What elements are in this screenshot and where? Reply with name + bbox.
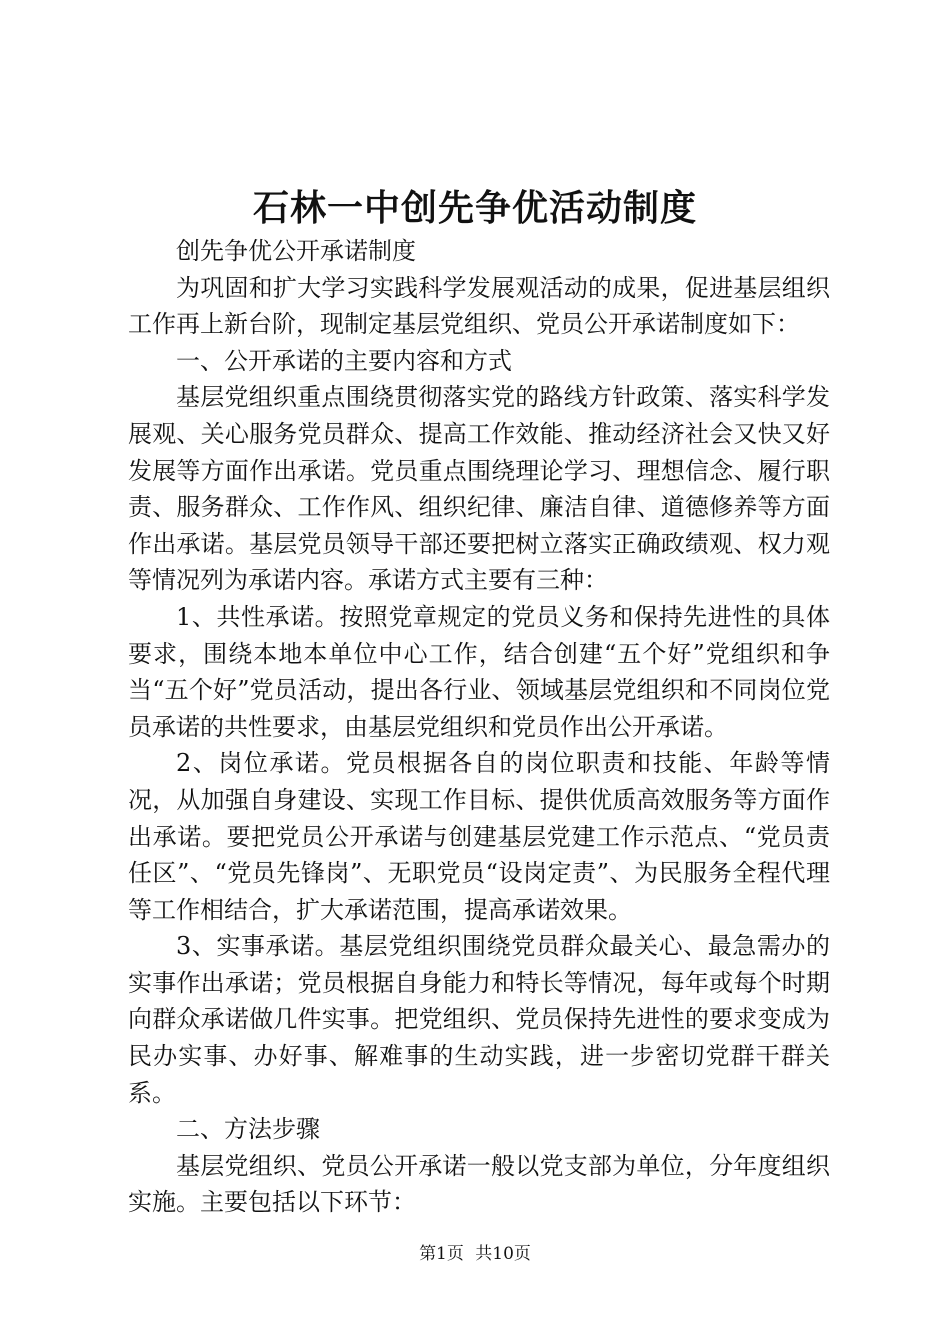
page-total: 共10页 xyxy=(475,1244,531,1264)
page-number: 第1页 xyxy=(419,1244,464,1264)
paragraph-intro: 为巩固和扩大学习实践科学发展观活动的成果，促进基层组织工作再上新台阶，现制定基层党组织、党员公开承诺制度如下： xyxy=(128,273,830,339)
section-heading-2: 二、方法步骤 xyxy=(176,1115,320,1144)
paragraph-common-promise: 1、共性承诺。按照党章规定的党员义务和保持先进性的具体要求，围绕本地本单位中心工作，结合创建“五个好”党组织和争当“五个好”党员活动，提出各行业、领域基层党组织和不同岗位党员承诺的共性要求，由基层党组织和党员作出公开承诺。 xyxy=(128,602,830,741)
document-title: 石林一中创先争优活动制度 xyxy=(252,187,697,229)
paragraph-practical-promise: 3、实事承诺。基层党组织围绕党员群众最关心、最急需办的实事作出承诺；党员根据自身能力和特长等情况，每年或每个时期向群众承诺做几件实事。把党组织、党员保持先进性的要求变成为民办实事、办好事、解难事的生动实践，进一步密切党群干群关系。 xyxy=(128,932,830,1107)
paragraph-content-scope: 基层党组织重点围绕贯彻落实党的路线方针政策、落实科学发展观、关心服务党员群众、提高工作效能、推动经济社会又快又好发展等方面作出承诺。党员重点围绕理论学习、理想信念、履行职责、服务群众、工作作风、组织纪律、廉洁自律、道德修养等方面作出承诺。基层党员领导干部还要把树立落实正确政绩观、权力观等情况列为承诺内容。承诺方式主要有三种： xyxy=(128,383,830,595)
section-heading-1: 一、公开承诺的主要内容和方式 xyxy=(176,346,512,375)
paragraph-post-promise: 2、岗位承诺。党员根据各自的岗位职责和技能、年龄等情况，从加强自身建设、实现工作目标、提供优质高效服务等方面作出承诺。要把党员公开承诺与创建基层党建工作示范点、“党员责任区”、“党员先锋岗”、无职党员“设岗定责”、为民服务全程代理等工作相结合，扩大承诺范围，提高承诺效果。 xyxy=(128,749,830,924)
document-body xyxy=(128,233,830,1221)
paragraph-method: 基层党组织、党员公开承诺一般以党支部为单位，分年度组织实施。主要包括以下环节： xyxy=(128,1151,830,1217)
page-footer xyxy=(0,1242,950,1266)
paragraph-subtitle: 创先争优公开承诺制度 xyxy=(176,237,416,265)
